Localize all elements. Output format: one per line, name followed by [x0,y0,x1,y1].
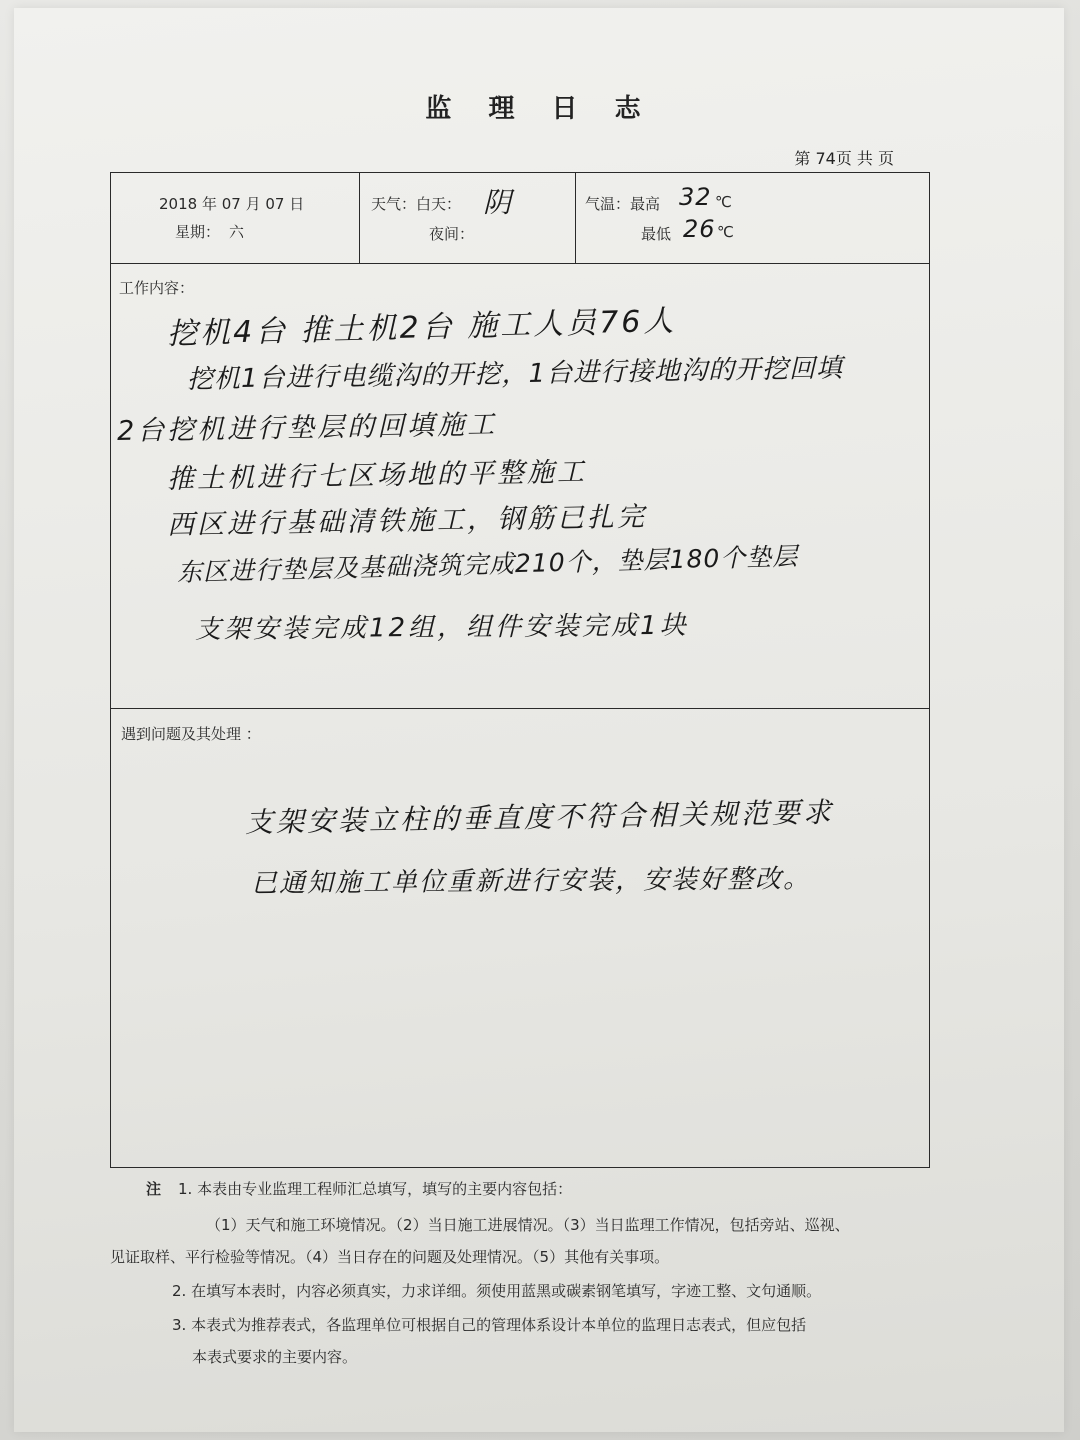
header-col-divider-1 [359,173,360,263]
header-divider [111,263,929,264]
temp-high-label: 气温：最高 [585,195,661,213]
work-line: 支架安装完成12组，组件安装完成1块 [194,610,689,645]
temp-low-value: 26 [683,215,716,243]
temp-low-unit: ℃ [717,223,734,241]
temp-high-value: 32 [679,183,712,211]
notes-heading: 注 [146,1180,162,1198]
header-col-divider-2 [575,173,576,263]
log-form [110,172,930,1168]
weather-night-label: 夜间： [429,225,475,243]
work-line: 西区进行基础清铁施工，钢筋已扎完 [166,501,648,541]
temp-high-unit: ℃ [715,193,732,211]
work-line: 挖机4台 推土机2台 施工人员76人 [166,303,677,352]
work-line: 推土机进行七区场地的平整施工 [166,456,588,495]
note-1b: 见证取样、平行检验等情况。（4）当日存在的问题及处理情况。（5）其他有关事项。 [110,1248,670,1266]
weather-day-label: 天气：白天： [371,195,462,213]
weekday-label: 星期： [175,223,221,241]
page-number: 第 74页 共 页 [794,149,894,168]
note-3a: 3. 本表式为推荐表式，各监理单位可根据自己的管理体系设计本单位的监理日志表式，但应包括 [172,1316,807,1334]
temp-low-label: 最低 [641,225,672,243]
work-line: 2台挖机进行垫层的回填施工 [116,409,498,447]
work-content-label: 工作内容： [119,279,195,297]
problem-line: 已通知施工单位重新进行安装，安装好整改。 [250,864,812,899]
date-field: 2018 年 07 月 07 日 [159,195,305,213]
document-title: 监 理 日 志 [425,94,655,124]
problems-label: 遇到问题及其处理 ： [121,725,261,743]
work-line: 挖机1台进行电缆沟的开挖，1台进行接地沟的开挖回填 [186,353,844,395]
note-1: 1. 本表由专业监理工程师汇总填写，填写的主要内容包括： [178,1180,573,1198]
section-divider [111,708,929,709]
work-line: 东区进行垫层及基础浇筑完成210个，垫层180个垫层 [176,541,799,587]
weekday-value: 六 [229,223,245,241]
weather-day-value: 阴 [483,186,513,219]
note-2: 2. 在填写本表时，内容必须真实，力求详细。须使用蓝黑或碳素钢笔填写，字迹工整、文句通顺。 [172,1282,822,1300]
note-1a: （1）天气和施工环境情况。（2）当日施工进展情况。（3）当日监理工作情况，包括旁站、巡视、 [206,1216,850,1234]
problem-line: 支架安装立柱的垂直度不符合相关规范要求 [244,795,835,839]
note-3b: 本表式要求的主要内容。 [192,1348,358,1366]
